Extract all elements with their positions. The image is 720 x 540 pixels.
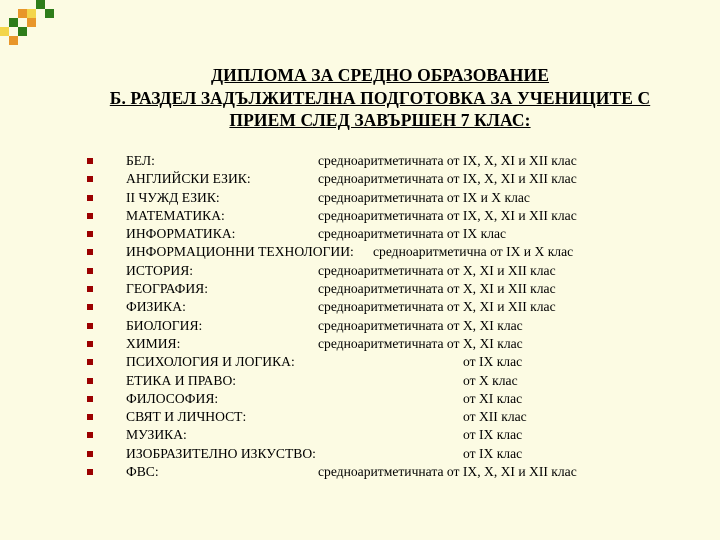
grade-rule: средноаритметичната от X, XI клас	[318, 335, 523, 351]
subject-name: БИОЛОГИЯ:	[126, 317, 203, 333]
list-item	[0, 372, 720, 390]
grade-rule: средноаритметичната от IX, X, XI и XII клас	[318, 171, 577, 187]
bullet-square-icon	[87, 176, 93, 182]
list-item	[0, 225, 720, 243]
subject-name: ФВС:	[126, 464, 159, 480]
corner-decoration	[0, 0, 60, 50]
page-title	[40, 64, 720, 132]
grade-rule: средноаритметичната от X, XI и XII клас	[318, 299, 556, 315]
subject-name: ИЗОБРАЗИТЕЛНО ИЗКУСТВО:	[126, 445, 316, 461]
subject-name: МУЗИКА:	[126, 427, 187, 443]
grade-rule: средноаритметичната от IX клас	[318, 226, 507, 242]
grade-rule: средноаритметичната от X, XI и XII клас	[318, 281, 556, 297]
deco-square	[9, 36, 18, 45]
bullet-square-icon	[87, 268, 93, 274]
grade-rule: от IX клас	[463, 427, 523, 443]
list-item	[0, 408, 720, 426]
list-item	[0, 170, 720, 188]
deco-square	[36, 0, 45, 9]
bullet-square-icon	[87, 304, 93, 310]
grade-rule: от IX клас	[463, 445, 523, 461]
list-item	[0, 390, 720, 408]
bullet-square-icon	[87, 158, 93, 164]
deco-square	[0, 27, 9, 36]
list-item	[0, 317, 720, 335]
list-item	[0, 353, 720, 371]
bullet-square-icon	[87, 323, 93, 329]
subject-name: ИСТОРИЯ:	[126, 262, 194, 278]
list-item	[0, 463, 720, 481]
bullet-square-icon	[87, 286, 93, 292]
title-line-2: Б. РАЗДЕЛ ЗАДЪЛЖИТЕЛНА ПОДГОТОВКА ЗА УЧЕНИЦИТЕ С	[109, 87, 651, 108]
bullet-square-icon	[87, 213, 93, 219]
subject-name: МАТЕМАТИКА:	[126, 207, 225, 223]
subject-name: ЕТИКА И ПРАВО:	[126, 372, 237, 388]
deco-square	[45, 9, 54, 18]
bullet-square-icon	[87, 231, 93, 237]
list-item	[0, 280, 720, 298]
subject-list	[0, 152, 720, 481]
list-item	[0, 445, 720, 463]
list-item	[0, 243, 720, 261]
subject-name: ГЕОГРАФИЯ:	[126, 281, 209, 297]
deco-square	[18, 27, 27, 36]
grade-rule: от IX клас	[463, 354, 523, 370]
bullet-square-icon	[87, 249, 93, 255]
list-item	[0, 189, 720, 207]
subject-name: ФИЗИКА:	[126, 299, 186, 315]
bullet-square-icon	[87, 469, 93, 475]
grade-rule: от XII клас	[463, 409, 527, 425]
list-item	[0, 262, 720, 280]
deco-square	[18, 9, 27, 18]
bullet-square-icon	[87, 195, 93, 201]
deco-square	[9, 18, 18, 27]
grade-rule: средноаритметичната от IX и X клас	[318, 189, 530, 205]
list-item	[0, 207, 720, 225]
grade-rule: средноаритметичната от X, XI и XII клас	[318, 262, 556, 278]
list-item	[0, 152, 720, 170]
grade-rule: средноаритметичната от X, XI клас	[318, 317, 523, 333]
deco-square	[27, 18, 36, 27]
title-line-3: ПРИЕМ СЛЕД ЗАВЪРШЕН 7 КЛАС:	[229, 110, 531, 130]
bullet-square-icon	[87, 451, 93, 457]
list-item	[0, 335, 720, 353]
bullet-square-icon	[87, 396, 93, 402]
title-line-1: ДИПЛОМА ЗА СРЕДНО ОБРАЗОВАНИЕ	[210, 65, 550, 85]
grade-rule: от XI клас	[463, 390, 523, 406]
bullet-square-icon	[87, 414, 93, 420]
grade-rule: средноаритметичната от IX, X, XI и XII клас	[318, 153, 577, 168]
list-item	[0, 426, 720, 444]
grade-rule: средноаритметичната от IX, X, XI и XII клас	[318, 207, 577, 223]
subject-name: ИНФОРМАТИКА:	[126, 226, 236, 242]
bullet-square-icon	[87, 432, 93, 438]
grade-rule: средноаритметичната от IX, X, XI и XII клас	[318, 464, 577, 480]
deco-square	[27, 9, 36, 18]
subject-name: ИНФОРМАЦИОННИ ТЕХНОЛОГИИ:	[126, 244, 354, 260]
bullet-square-icon	[87, 341, 93, 347]
bullet-square-icon	[87, 359, 93, 365]
grade-rule: от X клас	[463, 372, 518, 388]
subject-name: ХИМИЯ:	[126, 335, 181, 351]
subject-name: БЕЛ:	[126, 153, 155, 168]
bullet-square-icon	[87, 378, 93, 384]
subject-name: II ЧУЖД ЕЗИК:	[126, 189, 220, 205]
subject-name: ФИЛОСОФИЯ:	[126, 390, 219, 406]
list-item	[0, 298, 720, 316]
subject-name: СВЯТ И ЛИЧНОСТ:	[126, 409, 247, 425]
subject-name: АНГЛИЙСКИ ЕЗИК:	[126, 171, 251, 187]
grade-rule: средноаритметична от IX и X клас	[373, 244, 574, 260]
subject-name: ПСИХОЛОГИЯ И ЛОГИКА:	[126, 354, 295, 370]
